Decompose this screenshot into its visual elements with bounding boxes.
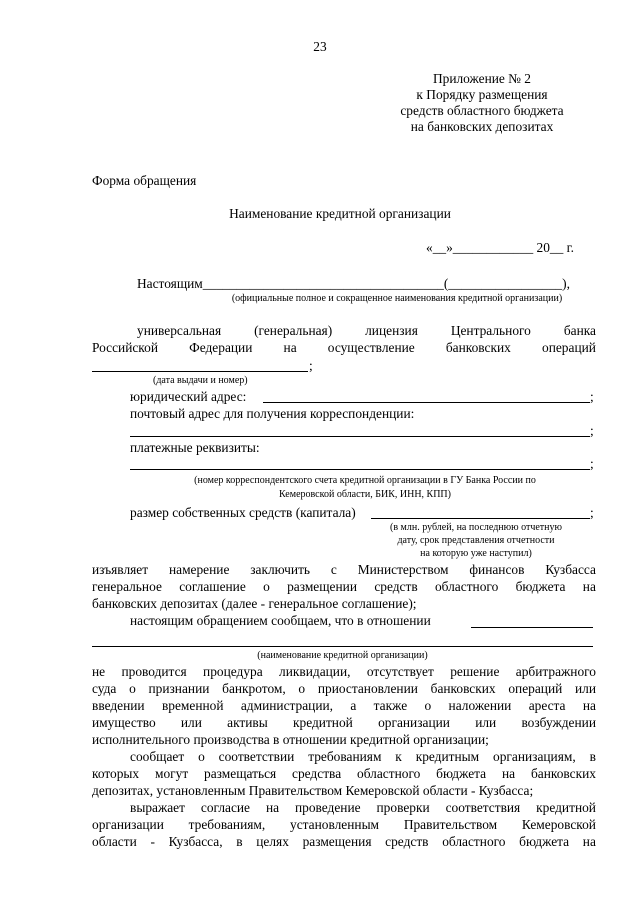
text-word: Кузбасса, [168, 834, 223, 849]
liquidation-line-3 [92, 698, 596, 714]
text-word: с [330, 562, 337, 577]
text-word: кредитным [415, 749, 480, 764]
text-word: генеральное [92, 579, 162, 594]
capital-line[interactable] [371, 518, 590, 519]
legal-address-line[interactable] [263, 402, 590, 403]
payment-hint-2: Кемеровской области, БИК, ИНН, КПП) [279, 489, 451, 500]
consent-line-3 [92, 834, 596, 850]
date-month-blank: ____________ [452, 240, 534, 255]
text-word: банковских [430, 681, 496, 696]
text-word: установленным [290, 817, 380, 832]
text-word: областного [442, 834, 506, 849]
text-word: на [265, 800, 280, 815]
text-word: или [180, 715, 202, 730]
license-word: банка [563, 323, 596, 338]
text-word: на [582, 579, 596, 594]
text-word: или [475, 715, 497, 730]
text-word: которых [92, 766, 140, 781]
text-word: требованиям [308, 749, 382, 764]
text-word: или [574, 681, 596, 696]
text-word: областного [434, 579, 499, 594]
intro-hint: (официальные полное и сокращенное наименования кредитной организации) [231, 293, 563, 304]
date-day-blank: __ [432, 240, 447, 255]
notice-hint: (наименование кредитной организации) [257, 650, 428, 661]
appendix-line-3: средств областного бюджета [400, 103, 564, 118]
text-word: - [150, 834, 155, 849]
license-line-1 [137, 323, 596, 339]
text-word: сообщает [130, 749, 185, 764]
text-word: Правительством [403, 817, 498, 832]
license-word: банковских [445, 340, 511, 355]
text-word: организации [378, 715, 450, 730]
intro-name-blank: ____________________________________ [202, 276, 444, 291]
text-word: Министерством [357, 562, 449, 577]
text-word: согласие [200, 800, 251, 815]
text-word: признании [148, 681, 210, 696]
payment-line[interactable] [130, 469, 590, 470]
appendix-line-2: к Порядку размещения [416, 87, 548, 102]
text-word: также [373, 698, 408, 713]
capital-hint-1: (в млн. рублей, на последнюю отчетную [390, 522, 562, 533]
text-word: средств [385, 834, 429, 849]
text-word: не [92, 664, 106, 679]
liquidation-line-4 [92, 715, 596, 731]
legal-address-label: юридический адрес: [130, 389, 247, 404]
capital-hint-3: на которую уже наступил) [420, 548, 532, 559]
payment-label: платежные реквизиты: [130, 440, 260, 455]
text-word: ареста [528, 698, 566, 713]
text-word: арбитражного [515, 664, 596, 679]
date-line [426, 240, 574, 256]
postal-address-line[interactable] [130, 436, 590, 437]
text-word: о [424, 698, 432, 713]
text-word: соответствия [445, 800, 521, 815]
text-word: организациям, [493, 749, 576, 764]
consent-line-1 [130, 800, 596, 816]
text-word: размещения [302, 834, 372, 849]
text-word: операций [508, 681, 563, 696]
notice-line: настоящим обращением сообщаем, что в отношении [130, 613, 431, 628]
license-word: операций [542, 340, 596, 355]
text-word: о [198, 749, 205, 764]
text-word: к [395, 749, 402, 764]
postal-address-label: почтовый адрес для получения корреспонденции: [130, 406, 415, 421]
text-word: средств [374, 579, 418, 594]
text-word: соглашение [179, 579, 246, 594]
license-word: лицензия [365, 323, 418, 338]
text-word: размещении [287, 579, 358, 594]
liquidation-line-1 [92, 664, 596, 680]
appendix-line-1: Приложение № 2 [432, 71, 532, 86]
text-word: организации [92, 817, 164, 832]
text-word: проверки [376, 800, 430, 815]
date-year-blank: __ [549, 240, 564, 255]
text-word: средства [292, 766, 342, 781]
intro-word: Настоящим [137, 276, 203, 291]
text-word: целях [256, 834, 289, 849]
date-close-quote: » [446, 240, 453, 255]
date-year: 20 [536, 240, 550, 255]
text-word: о [263, 579, 270, 594]
legal-address-tail: ; [590, 389, 594, 404]
text-word: областного [357, 766, 421, 781]
intent-line-3: банковских депозитах (далее - генеральное соглашение); [92, 596, 417, 611]
text-word: намерение [168, 562, 230, 577]
license-blank-line[interactable] [92, 371, 308, 372]
text-word: приостановлении [317, 681, 418, 696]
capital-tail: ; [590, 505, 594, 520]
liquidation-line-2 [92, 681, 596, 697]
license-word: на [283, 340, 297, 355]
text-word: бюджета [515, 579, 566, 594]
compliance-line-2 [92, 766, 596, 782]
text-word: суда [92, 681, 117, 696]
text-word: в [589, 749, 596, 764]
text-word: в [236, 834, 243, 849]
intro-short-name-blank: (_________________), [443, 276, 570, 291]
text-word: изъявляет [92, 562, 149, 577]
text-word: временной [161, 698, 224, 713]
org-name-heading: Наименование кредитной организации [229, 206, 451, 221]
text-word: а [350, 698, 357, 713]
text-word: бюджета [519, 834, 570, 849]
text-word: области [92, 834, 137, 849]
text-word: бюджета [436, 766, 487, 781]
text-word: активы [227, 715, 268, 730]
text-word: процедура [203, 664, 263, 679]
text-word: кредитной [536, 800, 596, 815]
date-open-quote: « [426, 240, 433, 255]
license-tail: ; [309, 358, 313, 373]
text-word: соответствии [218, 749, 295, 764]
license-word: Российской [92, 340, 158, 355]
text-word: возбуждении [521, 715, 596, 730]
consent-line-2 [92, 817, 596, 833]
text-word: наложении [448, 698, 512, 713]
text-word: заключить [250, 562, 311, 577]
text-word: кредитной [293, 715, 353, 730]
text-word: о [298, 681, 306, 696]
text-word: требованиям, [188, 817, 266, 832]
payment-hint-1: (номер корреспондентского счета кредитной организации в ГУ Банка России по [194, 475, 536, 486]
compliance-line-3: депозитах, установленным Правительством Кемеровской области - Кузбасса; [92, 783, 534, 798]
text-word: отсутствует [366, 664, 434, 679]
page-number: 23 [313, 39, 327, 54]
text-word: могут [154, 766, 189, 781]
notice-blank-inline[interactable] [471, 627, 593, 628]
postal-address-tail: ; [590, 423, 594, 438]
text-word: банкротом, [222, 681, 286, 696]
text-word: администрации, [240, 698, 334, 713]
liquidation-line-5: исполнительного производства в отношении кредитной организации; [92, 732, 489, 747]
text-word: выражает [130, 800, 185, 815]
text-word: на [501, 766, 516, 781]
license-word: Центрального [450, 323, 531, 338]
license-line-2 [92, 340, 596, 356]
license-word: универсальная [137, 323, 222, 338]
license-hint: (дата выдачи и номер) [153, 375, 248, 386]
capital-hint-2: дату, срок представления отчетности [397, 535, 555, 546]
text-word: Кузбасса [545, 562, 596, 577]
text-word: имущество [92, 715, 156, 730]
notice-blank-line[interactable] [92, 646, 593, 647]
text-word: на [582, 698, 596, 713]
text-word: введении [92, 698, 145, 713]
date-suffix: г. [566, 240, 574, 255]
capital-label: размер собственных средств (капитала) [130, 505, 356, 520]
text-word: финансов [469, 562, 525, 577]
text-word: решение [450, 664, 500, 679]
intent-line-2 [92, 579, 596, 595]
text-word: о [129, 681, 136, 696]
license-word: осуществление [327, 340, 415, 355]
text-word: на [582, 834, 596, 849]
text-word: ликвидации, [279, 664, 351, 679]
compliance-line-1 [130, 749, 596, 765]
text-word: Кемеровской [521, 817, 596, 832]
intent-line-1 [92, 562, 596, 578]
text-word: банковских [530, 766, 596, 781]
text-word: проведение [294, 800, 361, 815]
appendix-line-4: на банковских депозитах [410, 119, 554, 134]
intro-line [137, 276, 570, 292]
form-title: Форма обращения [92, 173, 197, 188]
text-word: размещаться [204, 766, 277, 781]
text-word: проводится [121, 664, 187, 679]
license-word: (генеральная) [254, 323, 333, 338]
payment-tail: ; [590, 456, 594, 471]
license-word: Федерации [189, 340, 253, 355]
